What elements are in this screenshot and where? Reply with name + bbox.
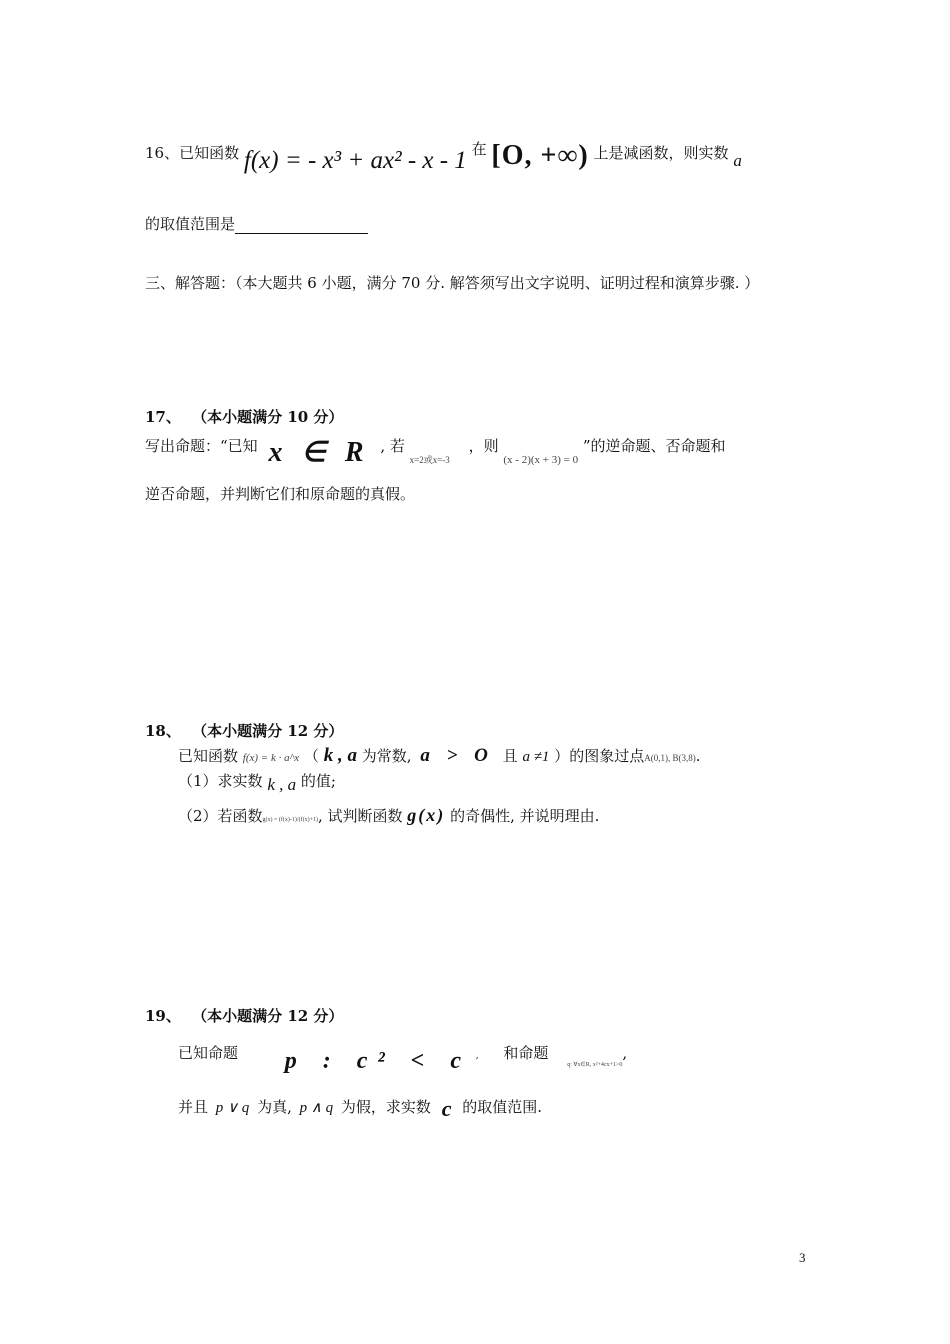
q17-text-b: , 若 [380, 437, 405, 455]
q18-score: （本小题满分 12 分） [192, 722, 344, 740]
q19-header [145, 1006, 343, 1026]
q17-line1 [145, 433, 726, 473]
q18-points: A(0,1), B(3,8) [644, 753, 696, 763]
q19-l2-c: 为假，求实数 [340, 1098, 431, 1116]
q18-l3-b: , 试判断函数 [317, 807, 403, 825]
q18-l1-f: . [695, 747, 701, 765]
q18-number: 18、 [145, 722, 181, 740]
q16-var-a: a [733, 151, 742, 170]
q18-agt0: a > O [420, 745, 494, 766]
q19-l2-b: 为真, [257, 1098, 292, 1116]
q16-line2 [145, 214, 368, 234]
q17-line2: 逆否命题，并判断它们和原命题的真假。 [145, 485, 416, 503]
q17-condition: x=2或x=-3 [409, 455, 450, 465]
q17-header [145, 407, 343, 427]
q17-text-d: ”的逆命题、否命题和 [582, 437, 726, 455]
q19-l2-d: 的取值范围. [462, 1098, 543, 1116]
q18-fx: f(x) = k · a^x [242, 752, 300, 764]
q18-l3-c: 的奇偶性, 并说明理由. [450, 807, 600, 825]
q19-line1 [178, 1041, 627, 1077]
q18-line3 [178, 805, 599, 830]
q18-l1-d: 且 [502, 747, 518, 765]
q18-l2-a: （1）求实数 [178, 772, 263, 790]
q18-ane1: a ≠1 [522, 749, 550, 765]
q17-math-xr: x ∈ R [268, 437, 370, 468]
q16-in-label: 在 [471, 140, 487, 158]
q18-l2-b: 的值; [300, 772, 336, 790]
q19-score: （本小题满分 12 分） [192, 1007, 344, 1025]
q17-text-c: ，则 [468, 437, 499, 455]
q18-header [145, 721, 343, 741]
q16-formula: f(x) = - x³ + ax² - x - 1 [243, 147, 467, 174]
q18-line1 [178, 746, 701, 768]
q18-l1-e: ）的图象过点 [554, 747, 645, 765]
q19-p: p : c² < c [284, 1048, 471, 1074]
q19-l1-comma: , [475, 1051, 479, 1061]
q19-number: 19、 [145, 1007, 181, 1025]
q17-number: 17、 [145, 408, 181, 426]
q19-l1-a: 已知命题 [178, 1044, 239, 1062]
q16-suffix: 上是减函数，则实数 [593, 144, 729, 162]
q18-ka: k , a [323, 745, 357, 766]
q18-gx-def: g(x) = (f(x)-1)/(f(x)+1) [262, 817, 318, 823]
q19-q: q: ∀x∈R, x²+4cx+1>0 [567, 1062, 623, 1068]
q18-line2 [178, 771, 336, 794]
q16-answer-blank[interactable] [235, 217, 368, 234]
q18-l3-a: （2）若函数 [178, 807, 263, 825]
q19-p-or-q: p ∨ q [215, 1100, 250, 1116]
q19-p-and-q: p ∧ q [299, 1100, 334, 1116]
q16-prefix: 16、已知函数 [145, 144, 240, 162]
q18-g: g(x) [407, 805, 446, 825]
q17-score: （本小题满分 10 分） [192, 408, 344, 426]
q19-l1-b: 和命题 [503, 1044, 549, 1062]
q18-l2-ka: k , a [267, 775, 297, 794]
q19-l1-end: , [622, 1044, 628, 1062]
q18-l1-c: 为常数, [361, 747, 412, 765]
q17-conclusion: (x - 2)(x + 3) = 0 [503, 454, 579, 466]
q18-l1-a: 已知函数 [178, 747, 239, 765]
q16-line1 [145, 140, 742, 184]
q18-l1-b: （ [303, 747, 319, 765]
q16-range-label: 的取值范围是 [145, 215, 236, 233]
q17-text-a: 写出命题：“已知 [145, 437, 258, 455]
section3-heading: 三、解答题：（本大题共 6 小题，满分 70 分. 解答须写出文字说明、证明过程和演算步骤. ） [145, 274, 760, 292]
q19-line2 [178, 1095, 543, 1121]
q19-c-var: c [441, 1096, 452, 1121]
q16-interval: [O, +∞) [491, 140, 589, 171]
q19-l2-a: 并且 [178, 1098, 209, 1116]
page-number: 3 [799, 1250, 806, 1265]
